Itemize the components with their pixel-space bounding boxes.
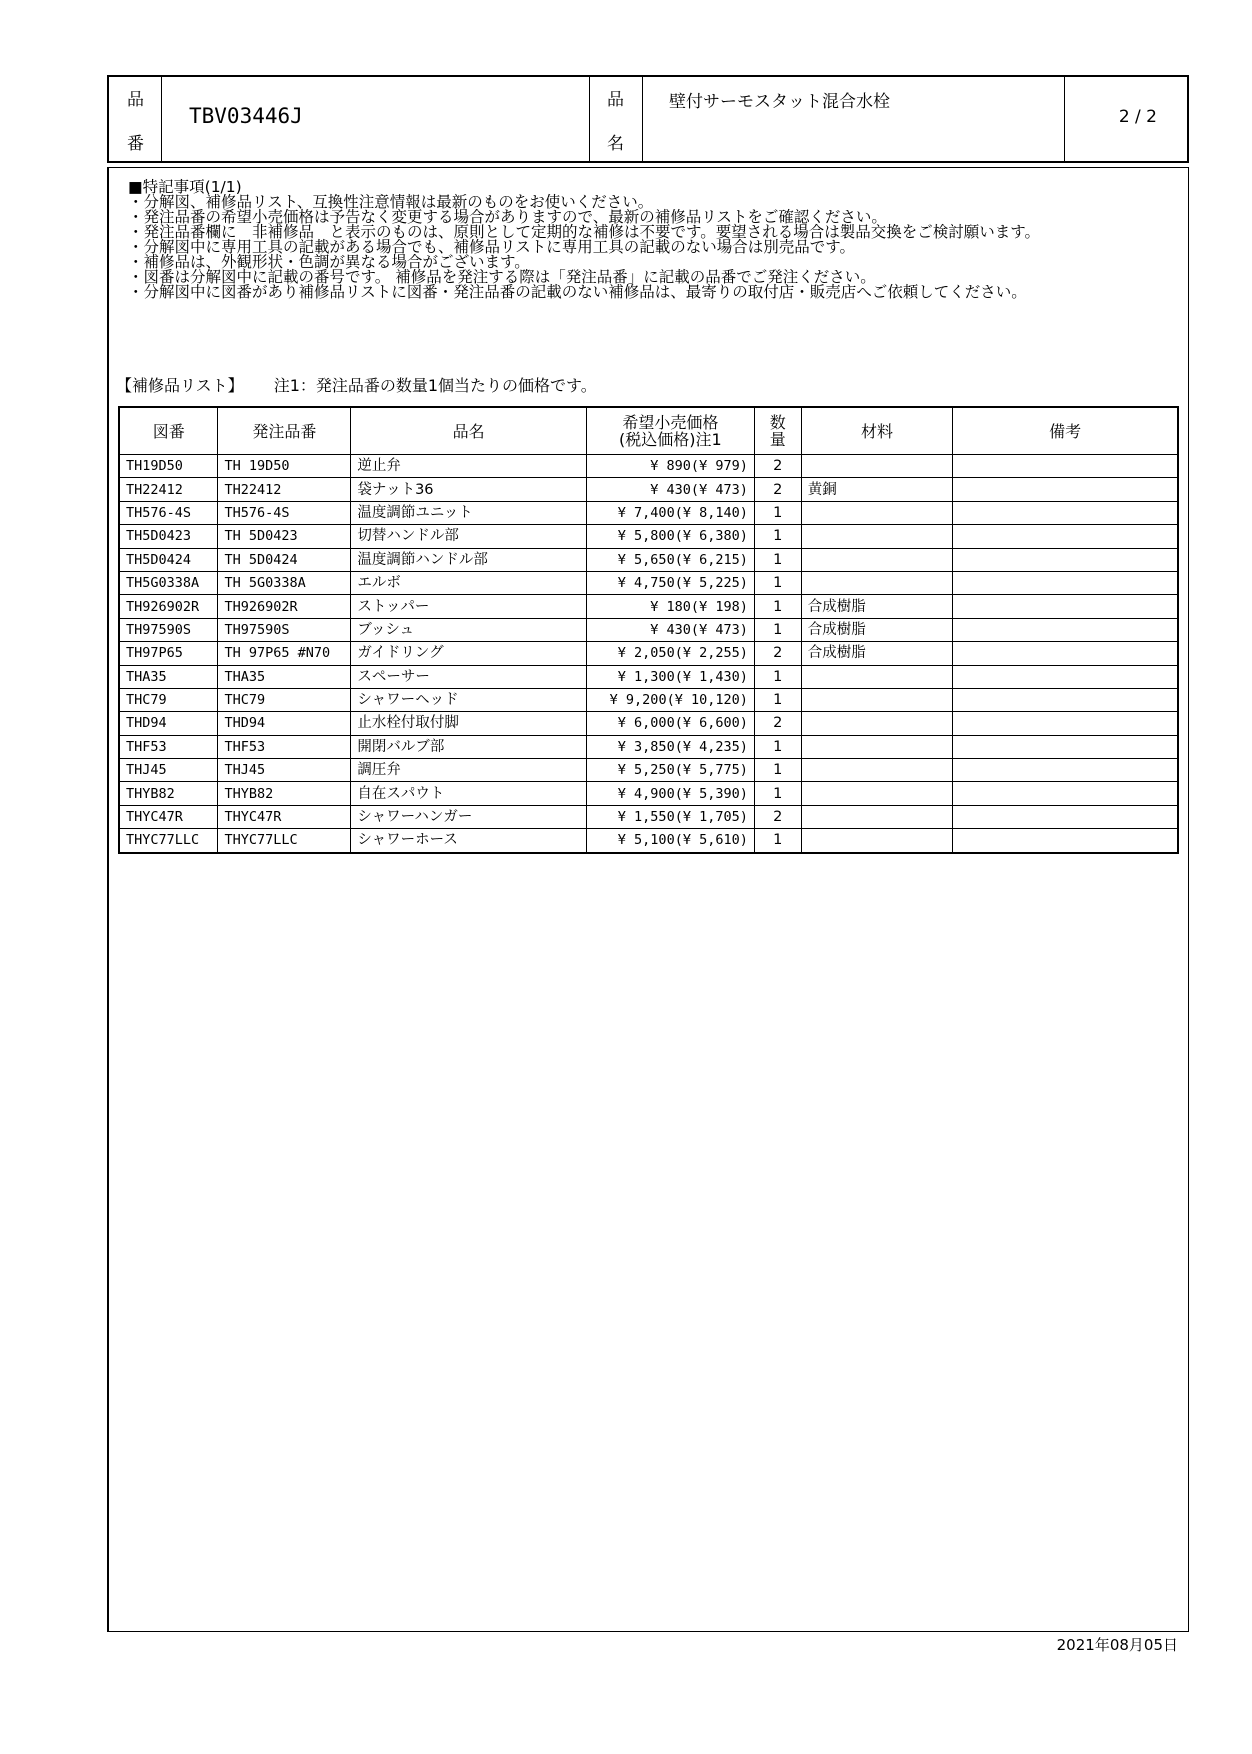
- cell-price: ¥ 430(¥ 473): [586, 478, 754, 501]
- cell-price: ¥ 430(¥ 473): [586, 618, 754, 641]
- col-price: [586, 407, 754, 455]
- table-row: [119, 571, 1178, 594]
- cell-remarks: [953, 595, 1178, 618]
- cell-name: 調圧弁: [351, 759, 587, 782]
- cell-material: 黄銅: [801, 478, 953, 501]
- cell-name: 自在スパウト: [351, 782, 587, 805]
- cell-price: ¥ 4,900(¥ 5,390): [586, 782, 754, 805]
- parts-list-heading: [116, 373, 597, 396]
- cell-qty: 1: [754, 525, 801, 548]
- product-code: TBV03446J: [189, 104, 303, 128]
- cell-remarks: [953, 478, 1178, 501]
- cell-material: [801, 735, 953, 758]
- cell-price: ¥ 9,200(¥ 10,120): [586, 688, 754, 711]
- cell-price: ¥ 1,300(¥ 1,430): [586, 665, 754, 688]
- cell-remarks: [953, 782, 1178, 805]
- cell-qty: 1: [754, 665, 801, 688]
- table-header-row: [119, 407, 1178, 455]
- cell-material: [801, 688, 953, 711]
- cell-qty: 1: [754, 759, 801, 782]
- cell-order-no: TH 5D0424: [218, 548, 351, 571]
- cell-remarks: [953, 688, 1178, 711]
- col-name: 品名: [351, 407, 587, 455]
- cell-price: ¥ 3,850(¥ 4,235): [586, 735, 754, 758]
- cell-qty: 2: [754, 455, 801, 478]
- cell-zuban: THYC47R: [119, 805, 218, 828]
- table-row: [119, 548, 1178, 571]
- cell-order-no: TH97590S: [218, 618, 351, 641]
- cell-name: エルボ: [351, 571, 587, 594]
- price-note: 注1：発注品番の数量1個当たりの価格です。: [273, 376, 597, 395]
- note-line: ・図番は分解図中に記載の番号です。 補修品を発注する際は「発注品番」に記載の品番でご発注ください。: [128, 268, 876, 286]
- cell-material: 合成樹脂: [801, 642, 953, 665]
- col-remarks: 備考: [953, 407, 1178, 455]
- cell-order-no: TH22412: [218, 478, 351, 501]
- cell-name: 開閉バルブ部: [351, 735, 587, 758]
- cell-remarks: [953, 618, 1178, 641]
- cell-price: ¥ 2,050(¥ 2,255): [586, 642, 754, 665]
- cell-remarks: [953, 548, 1178, 571]
- cell-qty: 2: [754, 712, 801, 735]
- table-row: [119, 525, 1178, 548]
- cell-qty: 1: [754, 571, 801, 594]
- cell-name: シャワーホース: [351, 829, 587, 853]
- cell-order-no: THYB82: [218, 782, 351, 805]
- cell-remarks: [953, 829, 1178, 853]
- cell-price: ¥ 5,800(¥ 6,380): [586, 525, 754, 548]
- cell-material: [801, 665, 953, 688]
- col-qty-line2: 量: [769, 430, 786, 449]
- table-row: [119, 712, 1178, 735]
- note-line: ・発注品番欄に 非補修品 と表示のものは、原則として定期的な補修は不要です。要望される場合は製品交換をご検討願います。: [128, 223, 1041, 241]
- notes-title: ■特記事項(1/1): [128, 178, 242, 196]
- cell-price: ¥ 890(¥ 979): [586, 455, 754, 478]
- cell-zuban: THJ45: [119, 759, 218, 782]
- cell-name: ガイドリング: [351, 642, 587, 665]
- cell-material: 合成樹脂: [801, 618, 953, 641]
- page-number: 2 / 2: [1118, 107, 1157, 127]
- cell-zuban: TH576-4S: [119, 501, 218, 524]
- cell-qty: 2: [754, 805, 801, 828]
- cell-material: [801, 455, 953, 478]
- parts-list-title: 【補修品リスト】: [116, 376, 244, 395]
- col-price-line2: (税込価格)注1: [619, 430, 722, 449]
- cell-material: [801, 782, 953, 805]
- cell-qty: 1: [754, 501, 801, 524]
- cell-qty: 1: [754, 735, 801, 758]
- table-row: [119, 501, 1178, 524]
- col-qty-line1: 数: [769, 413, 786, 432]
- cell-remarks: [953, 642, 1178, 665]
- cell-remarks: [953, 805, 1178, 828]
- note-line: ・発注品番の希望小売価格は予告なく変更する場合がありますので、最新の補修品リストをご確認ください。: [128, 208, 887, 226]
- cell-order-no: TH 5G0338A: [218, 571, 351, 594]
- cell-zuban: TH926902R: [119, 595, 218, 618]
- note-line: ・分解図、補修品リスト、互換性注意情報は最新のものをお使いください。: [128, 193, 654, 211]
- cell-name: 温度調節ユニット: [351, 501, 587, 524]
- cell-material: [801, 548, 953, 571]
- table-row: [119, 735, 1178, 758]
- product-name: 壁付サーモスタット混合水栓: [669, 92, 890, 112]
- table-row: [119, 805, 1178, 828]
- cell-name: 温度調節ハンドル部: [351, 548, 587, 571]
- table-row: [119, 759, 1178, 782]
- cell-remarks: [953, 455, 1178, 478]
- cell-remarks: [953, 525, 1178, 548]
- cell-order-no: TH 5D0423: [218, 525, 351, 548]
- cell-name: シャワーヘッド: [351, 688, 587, 711]
- col-qty: [754, 407, 801, 455]
- table-row: [119, 478, 1178, 501]
- cell-name: 止水栓付取付脚: [351, 712, 587, 735]
- cell-qty: 1: [754, 618, 801, 641]
- cell-name: シャワーハンガー: [351, 805, 587, 828]
- cell-remarks: [953, 735, 1178, 758]
- cell-price: ¥ 4,750(¥ 5,225): [586, 571, 754, 594]
- cell-name: 逆止弁: [351, 455, 587, 478]
- cell-name: ブッシュ: [351, 618, 587, 641]
- cell-order-no: TH 97P65 #N70: [218, 642, 351, 665]
- cell-material: 合成樹脂: [801, 595, 953, 618]
- document-header: [107, 75, 1189, 163]
- cell-zuban: THA35: [119, 665, 218, 688]
- table-row: [119, 665, 1178, 688]
- note-line: ・分解図中に図番があり補修品リストに図番・発注品番の記載のない補修品は、最寄りの取付店・販売店へご依頼してください。: [128, 283, 1027, 301]
- cell-order-no: THA35: [218, 665, 351, 688]
- cell-qty: 2: [754, 642, 801, 665]
- cell-zuban: TH5G0338A: [119, 571, 218, 594]
- table-row: [119, 642, 1178, 665]
- cell-remarks: [953, 759, 1178, 782]
- parts-table: [118, 406, 1179, 854]
- cell-material: [801, 759, 953, 782]
- cell-price: ¥ 7,400(¥ 8,140): [586, 501, 754, 524]
- cell-order-no: THYC77LLC: [218, 829, 351, 853]
- cell-zuban: TH19D50: [119, 455, 218, 478]
- label-hinmei-1: 品: [607, 90, 624, 110]
- cell-price: ¥ 6,000(¥ 6,600): [586, 712, 754, 735]
- cell-price: ¥ 5,250(¥ 5,775): [586, 759, 754, 782]
- cell-material: [801, 501, 953, 524]
- cell-qty: 1: [754, 548, 801, 571]
- cell-price: ¥ 1,550(¥ 1,705): [586, 805, 754, 828]
- cell-price: ¥ 5,650(¥ 6,215): [586, 548, 754, 571]
- divider: [161, 77, 162, 161]
- note-line: ・補修品は、外観形状・色調が異なる場合がございます。: [128, 253, 530, 271]
- cell-qty: 1: [754, 688, 801, 711]
- cell-material: [801, 805, 953, 828]
- cell-qty: 1: [754, 595, 801, 618]
- cell-order-no: TH926902R: [218, 595, 351, 618]
- col-order-no: 発注品番: [218, 407, 351, 455]
- cell-order-no: THF53: [218, 735, 351, 758]
- table-row: [119, 618, 1178, 641]
- cell-zuban: TH5D0424: [119, 548, 218, 571]
- cell-order-no: THYC47R: [218, 805, 351, 828]
- cell-material: [801, 712, 953, 735]
- cell-qty: 1: [754, 829, 801, 853]
- divider: [589, 77, 590, 161]
- label-hinban-1: 品: [127, 90, 144, 110]
- col-zuban: 図番: [119, 407, 218, 455]
- table-row: [119, 688, 1178, 711]
- special-notes: [128, 180, 1178, 300]
- cell-remarks: [953, 571, 1178, 594]
- cell-zuban: THYB82: [119, 782, 218, 805]
- note-line: ・分解図中に専用工具の記載がある場合でも、補修品リストに専用工具の記載のない場合は別売品です。: [128, 238, 855, 256]
- cell-price: ¥ 5,100(¥ 5,610): [586, 829, 754, 853]
- cell-order-no: THJ45: [218, 759, 351, 782]
- cell-zuban: TH5D0423: [119, 525, 218, 548]
- table-row: [119, 782, 1178, 805]
- cell-name: 切替ハンドル部: [351, 525, 587, 548]
- cell-remarks: [953, 665, 1178, 688]
- issue-date: 2021年08月05日: [1056, 1636, 1178, 1654]
- table-row: [119, 595, 1178, 618]
- cell-material: [801, 571, 953, 594]
- cell-material: [801, 829, 953, 853]
- cell-price: ¥ 180(¥ 198): [586, 595, 754, 618]
- divider: [1064, 77, 1065, 161]
- cell-remarks: [953, 712, 1178, 735]
- cell-name: ストッパー: [351, 595, 587, 618]
- cell-zuban: THF53: [119, 735, 218, 758]
- cell-zuban: THC79: [119, 688, 218, 711]
- cell-order-no: THC79: [218, 688, 351, 711]
- table-row: [119, 455, 1178, 478]
- col-material: 材料: [801, 407, 953, 455]
- cell-order-no: THD94: [218, 712, 351, 735]
- cell-zuban: TH97P65: [119, 642, 218, 665]
- col-price-line1: 希望小売価格: [622, 413, 719, 432]
- cell-zuban: TH97590S: [119, 618, 218, 641]
- cell-material: [801, 525, 953, 548]
- cell-qty: 1: [754, 782, 801, 805]
- cell-zuban: TH22412: [119, 478, 218, 501]
- table-row: [119, 829, 1178, 853]
- divider: [642, 77, 643, 161]
- cell-zuban: THD94: [119, 712, 218, 735]
- cell-zuban: THYC77LLC: [119, 829, 218, 853]
- label-hinmei-2: 名: [607, 134, 624, 154]
- cell-order-no: TH 19D50: [218, 455, 351, 478]
- cell-order-no: TH576-4S: [218, 501, 351, 524]
- label-hinban-2: 番: [127, 134, 144, 154]
- cell-name: スペーサー: [351, 665, 587, 688]
- cell-qty: 2: [754, 478, 801, 501]
- cell-remarks: [953, 501, 1178, 524]
- cell-name: 袋ナット36: [351, 478, 587, 501]
